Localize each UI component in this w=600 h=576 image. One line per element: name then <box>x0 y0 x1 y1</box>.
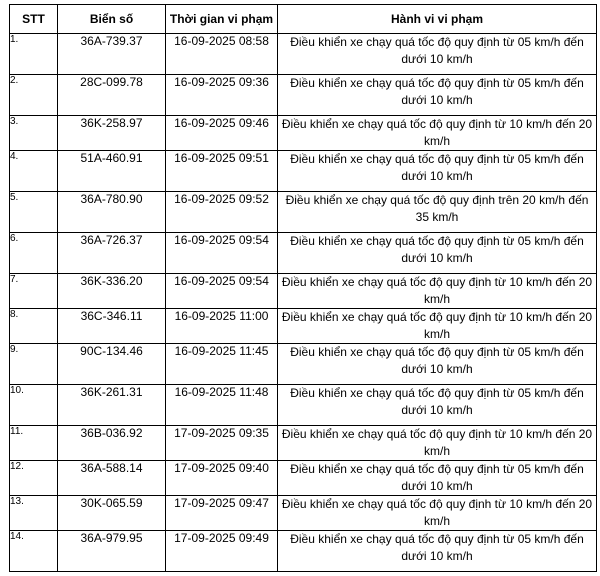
row-behavior: Điều khiển xe chạy quá tốc độ quy định từ 05 km/h đến dưới 10 km/h <box>278 34 597 75</box>
table-row <box>10 274 597 309</box>
row-behavior: Điều khiển xe chạy quá tốc độ quy định trên 20 km/h đến 35 km/h <box>278 192 597 233</box>
table-row <box>10 151 597 192</box>
row-time: 16-09-2025 09:51 <box>166 151 278 192</box>
row-behavior: Điều khiển xe chạy quá tốc độ quy định từ 10 km/h đến 20 km/h <box>278 496 597 531</box>
row-plate: 36B-036.92 <box>58 426 166 461</box>
table-body <box>10 34 597 572</box>
row-behavior: Điều khiển xe chạy quá tốc độ quy định từ 05 km/h đến dưới 10 km/h <box>278 233 597 274</box>
row-time: 16-09-2025 09:52 <box>166 192 278 233</box>
row-plate: 36A-739.37 <box>58 34 166 75</box>
row-time: 16-09-2025 11:00 <box>166 309 278 344</box>
row-stt: 4. <box>10 151 58 192</box>
table-row <box>10 496 597 531</box>
row-stt: 6. <box>10 233 58 274</box>
row-plate: 90C-134.46 <box>58 344 166 385</box>
row-time: 16-09-2025 09:36 <box>166 75 278 116</box>
row-behavior: Điều khiển xe chạy quá tốc độ quy định từ 10 km/h đến 20 km/h <box>278 426 597 461</box>
row-time: 17-09-2025 09:47 <box>166 496 278 531</box>
table-row <box>10 531 597 572</box>
table-row <box>10 461 597 496</box>
table-row <box>10 75 597 116</box>
row-plate: 36K-336.20 <box>58 274 166 309</box>
row-plate: 36A-588.14 <box>58 461 166 496</box>
row-stt: 8. <box>10 309 58 344</box>
row-time: 17-09-2025 09:35 <box>166 426 278 461</box>
table-row <box>10 309 597 344</box>
header-behavior: Hành vi vi phạm <box>278 5 597 34</box>
row-stt: 3. <box>10 116 58 151</box>
row-stt: 11. <box>10 426 58 461</box>
row-stt: 9. <box>10 344 58 385</box>
row-time: 17-09-2025 09:40 <box>166 461 278 496</box>
row-time: 16-09-2025 11:45 <box>166 344 278 385</box>
table-header-row <box>10 5 597 34</box>
row-time: 16-09-2025 09:54 <box>166 233 278 274</box>
row-stt: 7. <box>10 274 58 309</box>
row-behavior: Điều khiển xe chạy quá tốc độ quy định từ 10 km/h đến 20 km/h <box>278 309 597 344</box>
row-stt: 10. <box>10 385 58 426</box>
table-row <box>10 233 597 274</box>
row-time: 16-09-2025 09:54 <box>166 274 278 309</box>
row-plate: 36K-261.31 <box>58 385 166 426</box>
violations-table-container <box>9 4 597 572</box>
row-time: 17-09-2025 09:49 <box>166 531 278 572</box>
row-plate: 51A-460.91 <box>58 151 166 192</box>
row-stt: 5. <box>10 192 58 233</box>
row-stt: 2. <box>10 75 58 116</box>
row-behavior: Điều khiển xe chạy quá tốc độ quy định từ 10 km/h đến 20 km/h <box>278 116 597 151</box>
row-plate: 36A-979.95 <box>58 531 166 572</box>
row-stt: 1. <box>10 34 58 75</box>
row-behavior: Điều khiển xe chạy quá tốc độ quy định từ 05 km/h đến dưới 10 km/h <box>278 461 597 496</box>
row-stt: 13. <box>10 496 58 531</box>
row-stt: 14. <box>10 531 58 572</box>
header-plate: Biển số <box>58 5 166 34</box>
table-row <box>10 385 597 426</box>
table-row <box>10 116 597 151</box>
row-plate: 30K-065.59 <box>58 496 166 531</box>
row-plate: 36C-346.11 <box>58 309 166 344</box>
header-time: Thời gian vi phạm <box>166 5 278 34</box>
row-behavior: Điều khiển xe chạy quá tốc độ quy định từ 10 km/h đến 20 km/h <box>278 274 597 309</box>
table-row <box>10 192 597 233</box>
row-behavior: Điều khiển xe chạy quá tốc độ quy định từ 05 km/h đến dưới 10 km/h <box>278 531 597 572</box>
row-time: 16-09-2025 08:58 <box>166 34 278 75</box>
row-plate: 36A-780.90 <box>58 192 166 233</box>
row-behavior: Điều khiển xe chạy quá tốc độ quy định từ 05 km/h đến dưới 10 km/h <box>278 385 597 426</box>
row-plate: 36A-726.37 <box>58 233 166 274</box>
row-time: 16-09-2025 09:46 <box>166 116 278 151</box>
table-row <box>10 34 597 75</box>
header-stt: STT <box>10 5 58 34</box>
row-behavior: Điều khiển xe chạy quá tốc độ quy định từ 05 km/h đến dưới 10 km/h <box>278 151 597 192</box>
row-time: 16-09-2025 11:48 <box>166 385 278 426</box>
row-behavior: Điều khiển xe chạy quá tốc độ quy định từ 05 km/h đến dưới 10 km/h <box>278 344 597 385</box>
table-row <box>10 426 597 461</box>
row-plate: 36K-258.97 <box>58 116 166 151</box>
row-stt: 12. <box>10 461 58 496</box>
row-plate: 28C-099.78 <box>58 75 166 116</box>
table-row <box>10 344 597 385</box>
row-behavior: Điều khiển xe chạy quá tốc độ quy định từ 05 km/h đến dưới 10 km/h <box>278 75 597 116</box>
violations-table <box>9 4 597 572</box>
